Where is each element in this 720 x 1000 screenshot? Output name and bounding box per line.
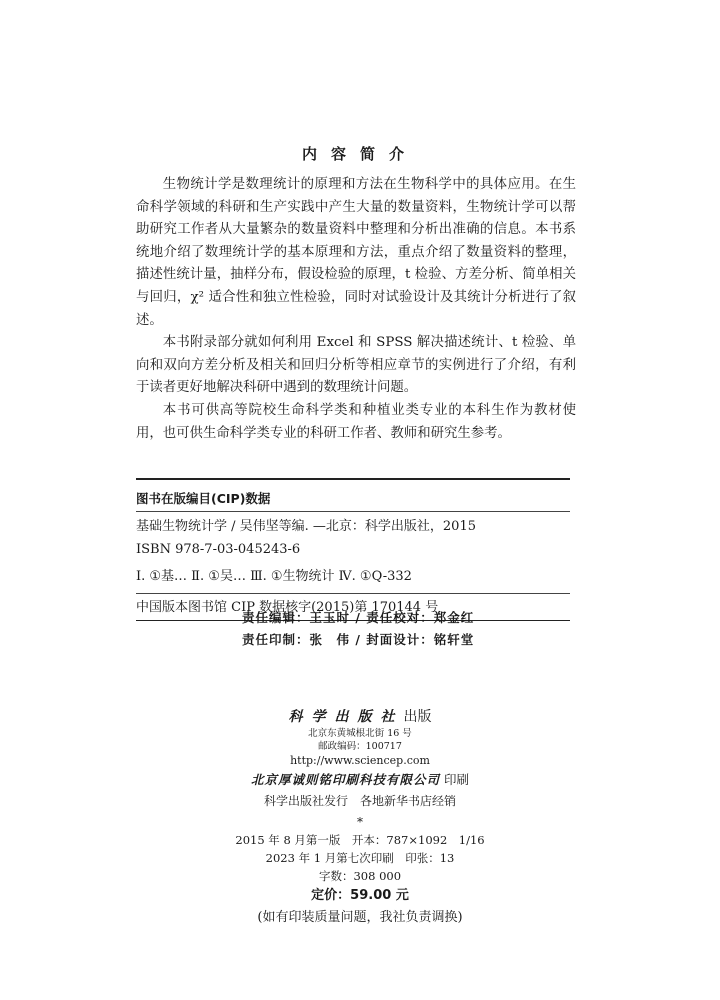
publisher-address: 北京东黄城根北街 16 号 — [308, 728, 412, 739]
cip-bibliography: 基础生物统计学 / 吴伟坚等编. —北京：科学出版社，2015 — [136, 519, 476, 534]
printer-line — [0, 769, 720, 791]
printer-suffix: 印刷 — [443, 772, 469, 787]
distribution-line: 科学出版社发行 各地新华书店经销 — [263, 794, 456, 808]
cip-data-box — [136, 478, 570, 621]
cip-title: 图书在版编目(CIP)数据 — [136, 480, 570, 512]
publisher-suffix: 出版 — [403, 709, 432, 725]
summary-paragraph-1: 生物统计学是数理统计的原理和方法在生物科学中的具体应用。在生命科学领域的科研和生产实践中产生大量的数量资料，生物统计学可以帮助研究工作者从大量繁杂的数量资料中整理和分析出准确的信息。本书系统地介绍了数理统计学的基本原理和方法，重点介绍了数量资料的整理，描述性统计量，抽样分布，假设检验的原理，t 检验、方差分析、简单相关与回归，χ² 适合性和独立性检验，同时对试验设计及其统计分析进行了叙述。 — [136, 177, 576, 328]
credits-editor-line: 责任编辑：王玉时 / 责任校对：郑金红 — [242, 610, 475, 625]
publisher-url: http://www.sciencep.com — [290, 754, 430, 767]
word-count: 字数：308 000 — [318, 869, 402, 883]
edition-line-2: 2023 年 1 月第七次印刷 印张：13 — [265, 851, 455, 865]
summary-title: 内容简介 — [301, 145, 418, 163]
publisher-line — [0, 706, 720, 728]
imprint-block — [0, 706, 720, 929]
summary-paragraph-3: 本书可供高等院校生命科学类和种植业类专业的本科生作为教材使用，也可供生命科学类专业的科研工作者、教师和研究生参考。 — [136, 402, 576, 441]
summary-body — [136, 174, 576, 445]
cip-classification: Ⅰ. ①基… Ⅱ. ①吴… Ⅲ. ①生物统计 Ⅳ. ①Q-332 — [136, 561, 570, 594]
cip-record-number: 中国版本图书馆 CIP 数据核字(2015)第 170144 号 — [136, 600, 439, 615]
publisher-name: 科学出版社 — [288, 709, 404, 725]
edition-line-1: 2015 年 8 月第一版 开本：787×1092 1/16 — [235, 833, 485, 847]
cip-isbn: ISBN 978-7-03-045243-6 — [136, 542, 301, 557]
separator-star: * — [357, 815, 363, 829]
publisher-postcode: 邮政编码：100717 — [318, 740, 402, 752]
credits-production-line: 责任印制：张 伟 / 封面设计：铭轩堂 — [242, 632, 475, 647]
quality-notice: (如有印装质量问题，我社负责调换) — [257, 910, 463, 925]
credits — [242, 607, 474, 651]
price: 定价：59.00 元 — [311, 888, 409, 903]
printer-name: 北京厚诚则铭印刷科技有限公司 — [250, 772, 440, 787]
summary-paragraph-2: 本书附录部分就如何利用 Excel 和 SPSS 解决描述统计、t 检验、单向和双向方差分析及相关和回归分析等相应章节的实例进行了介绍，有利于读者更好地解决科研中遇到的数理统计问题。 — [136, 335, 576, 396]
